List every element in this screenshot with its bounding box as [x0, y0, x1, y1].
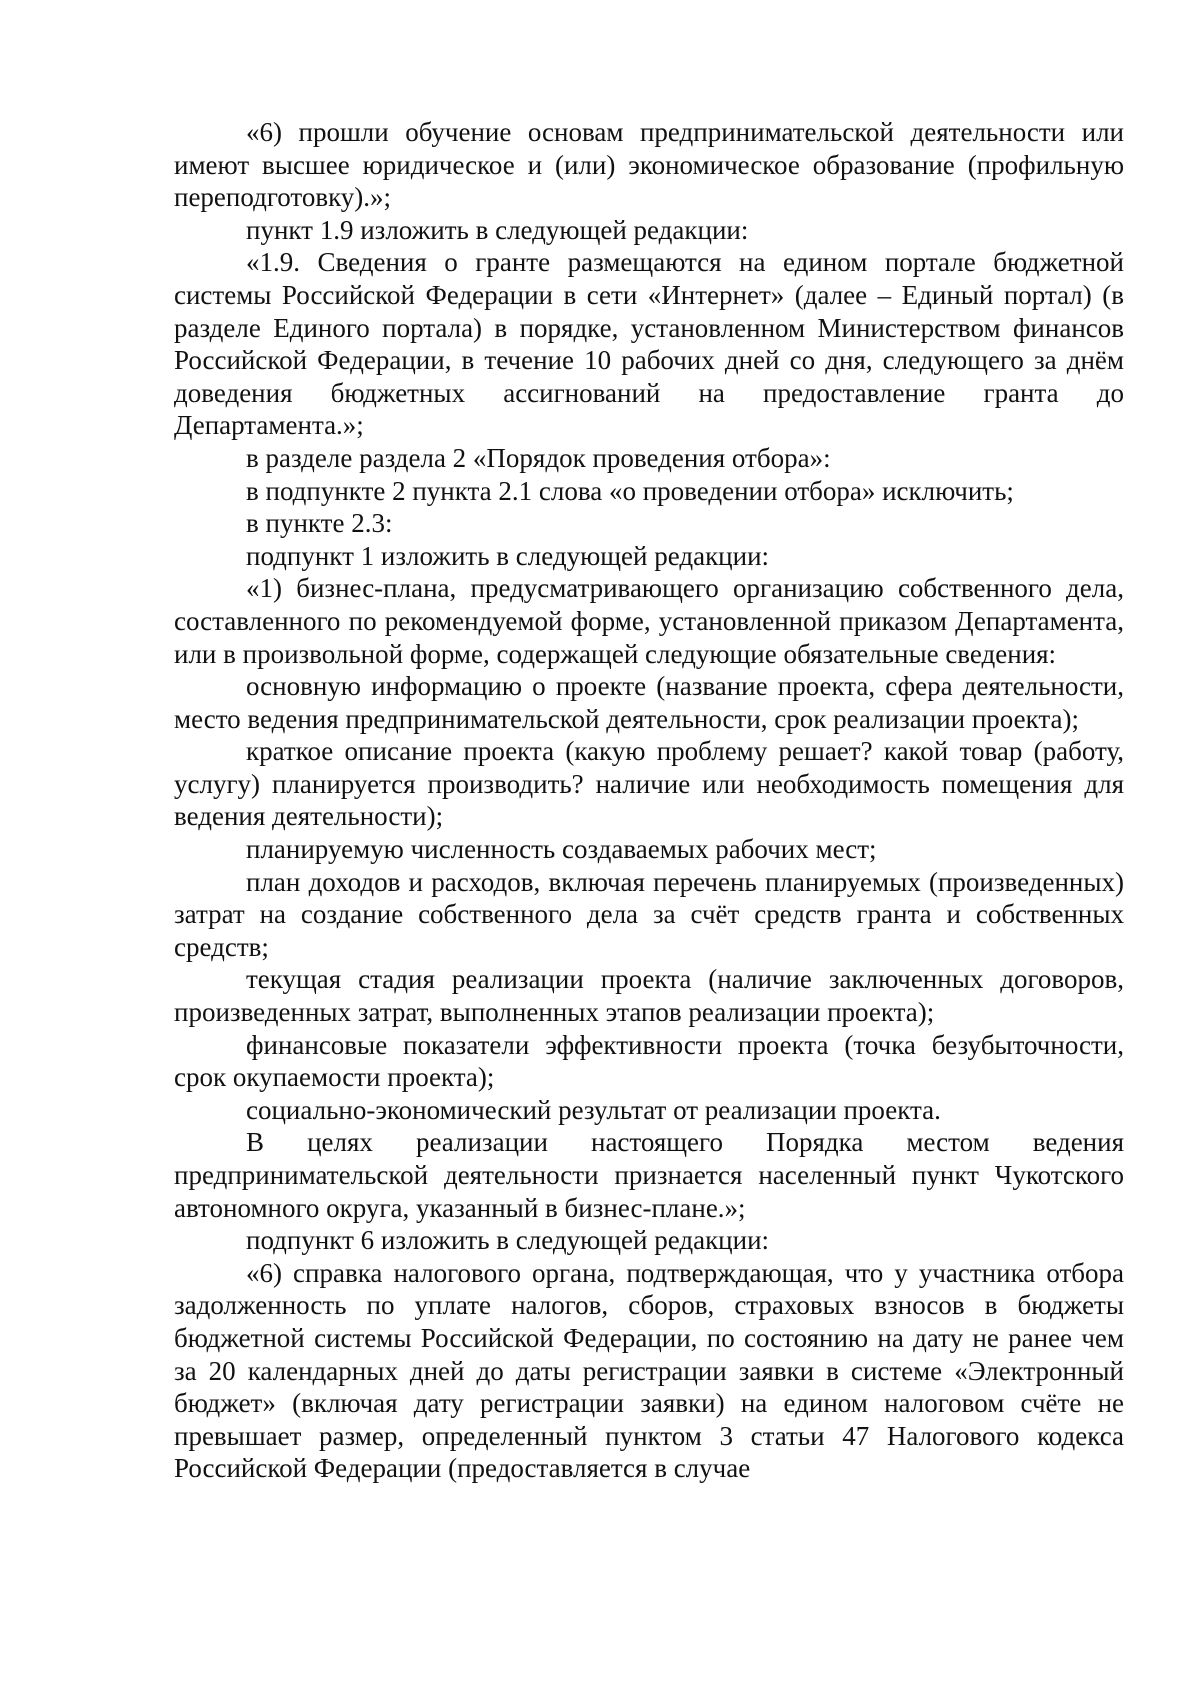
paragraph-business-plan: «1) бизнес-плана, предусматривающего организацию собственного дела, составленного по рекомендуемой форме, установленной приказом Департамента, или в произвольной форме, содержащей следующие обязательные сведения: — [174, 573, 1124, 669]
paragraph-socioeconomic-result: социально-экономический результат от реализации проекта. — [246, 1094, 941, 1125]
paragraph-subpoint-1-intro: подпункт 1 изложить в следующей редакции: — [246, 540, 770, 571]
paragraph-subpoint-6-intro: подпункт 6 изложить в следующей редакции: — [246, 1225, 770, 1256]
paragraph-financial-indicators: финансовые показатели эффективности проекта (точка безубыточности, срок окупаемости проекта); — [174, 1029, 1124, 1093]
paragraph-point-1-9-intro: пункт 1.9 изложить в следующей редакции: — [246, 214, 749, 245]
paragraph-jobs: планируемую численность создаваемых рабочих мест; — [246, 834, 877, 865]
paragraph-point-1-9-text: «1.9. Сведения о гранте размещаются на едином портале бюджетной системы Российской Федерации в сети «Интернет» (далее – Единый портал) (в разделе Единого портала) в порядке, установленном Министерством финансов Российской Федерации, в течение 10 рабочих дней со дня, следующего за днём доведения бюджетных ассигнований на предоставление гранта до Департамента.»; — [174, 247, 1124, 441]
paragraph-project-info: основную информацию о проекте (название проекта, сфера деятельности, место ведения предпринимательской деятельности, срок реализации проекта); — [174, 671, 1124, 734]
paragraph-project-stage: текущая стадия реализации проекта (наличие заключенных договоров, произведенных затрат, выполненных этапов реализации проекта); — [174, 964, 1124, 1028]
paragraph-tax-certificate: «6) справка налогового органа, подтверждающая, что у участника отбора задолженность по уплате налогов, сборов, страховых взносов в бюджеты бюджетной системы Российской Федерации, по состоянию на дату не ранее чем за 20 календарных дней до даты регистрации заявки в системе «Электронный бюджет» (включая дату регистрации заявки) на едином налоговом счёте не превышает размер, определенный пунктом 3 статьи 47 Налогового кодекса Российской Федерации (предоставляется в случае — [174, 1257, 1124, 1484]
document-body — [174, 116, 1124, 1485]
paragraph-point-2-1: в подпункте 2 пункта 2.1 слова «о проведении отбора» исключить; — [246, 475, 1014, 506]
paragraph-project-description: краткое описание проекта (какую проблему решает? какой товар (работу, услугу) планируется производить? наличие или необходимость помещения для ведения деятельности); — [174, 736, 1124, 832]
paragraph-item-6-education: «6) прошли обучение основам предпринимательской деятельности или имеют высшее юридическое и (или) экономическое образование (профильную переподготовку).»; — [174, 117, 1124, 213]
paragraph-point-2-3: в пункте 2.3: — [246, 508, 393, 539]
paragraph-income-expense-plan: план доходов и расходов, включая перечень планируемых (произведенных) затрат на создание собственного дела за счёт средств гранта и собственных средств; — [174, 866, 1124, 962]
paragraph-place-of-business: В целях реализации настоящего Порядка местом ведения предпринимательской деятельности признается населенный пункт Чукотского автономного округа, указанный в бизнес-плане.»; — [174, 1127, 1124, 1223]
paragraph-section-2: в разделе раздела 2 «Порядок проведения отбора»: — [246, 442, 831, 473]
